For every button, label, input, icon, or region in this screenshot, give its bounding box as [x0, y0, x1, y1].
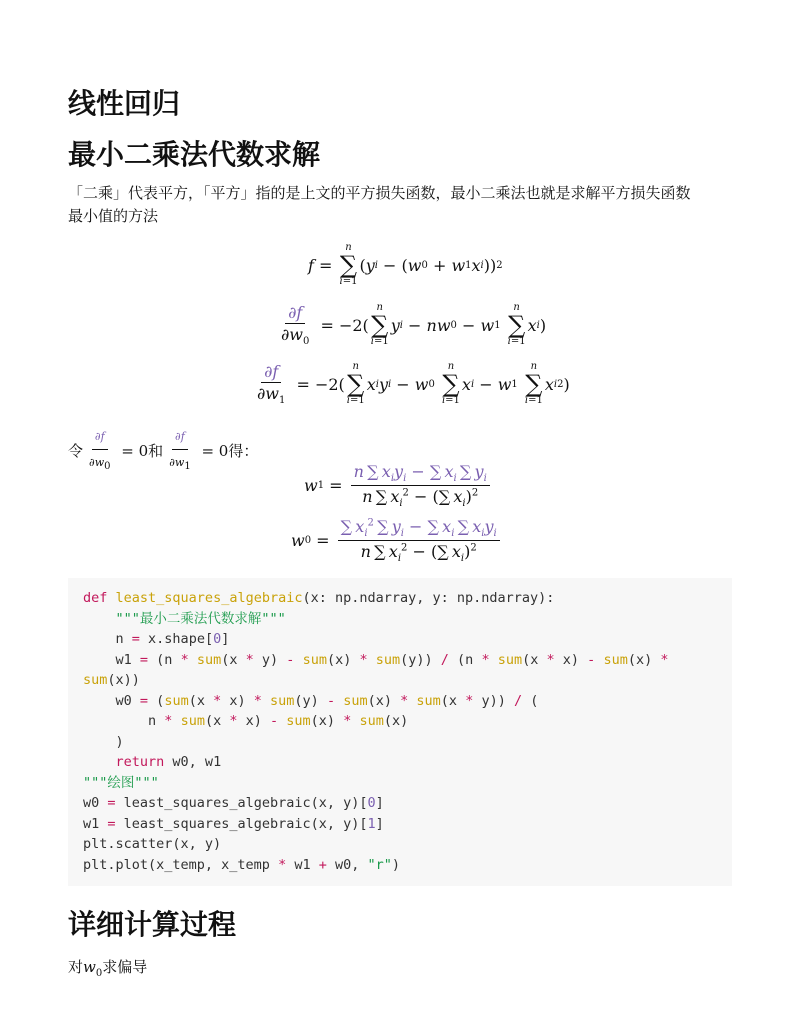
equation-partial-w1: $\frac{\partial f}{\partial w_1}$ = −2( n ∑ i=1 x i y i − w 0 n ∑ i=1 x i − w 1 n ∑ i=1 x i 2 ) [257, 361, 570, 407]
code-line: ) [83, 733, 124, 750]
code-line: w0 = (sum(x * x) * sum(y) - sum(x) * sum(x * y)) / ( [83, 692, 539, 709]
code-line: n * sum(x * x) - sum(x) * sum(x) [83, 713, 409, 729]
code-line: n = x.shape[0] [83, 631, 230, 647]
intro-line-2: 最小值的方法 [68, 207, 159, 225]
intro-line-1: 「二乘」代表平方，「平方」指的是上文的平方损失函数，最小二乘法也就是求解平方损失函数 [68, 184, 691, 202]
code-block[interactable] [68, 578, 732, 886]
code-line: w1 = (n * sum(x * y) - sum(x) * sum(y)) / (n * sum(x * x) - sum(x) * [83, 651, 669, 668]
heading-least-squares-algebraic: 最小二乘法代数求解 [68, 138, 321, 171]
code-line: sum(x)) [83, 672, 140, 688]
code-line: w0 = least_squares_algebraic(x, y)[0] [83, 795, 384, 811]
code-line: return w0, w1 [115, 754, 222, 770]
intro-paragraph [68, 182, 732, 228]
code-line: def least_squares_algebraic(x: np.ndarray, y: np.ndarray): [83, 590, 555, 606]
equation-w1-solution: w 1 = $\frac{n \sum x_iy_i - \sum x_i \sum y_i}{n \sum x_i^2 - (\sum x_i)^2}$ [304, 462, 493, 509]
code-line: plt.plot(x_temp, x_temp * w1 + w0, "r") [83, 856, 401, 873]
derivation-intro: 对$w_0$求偏导 [68, 958, 148, 979]
equation-loss: f = n ∑ i=1 ( y i − ( w 0 + w 1 x i )) 2 [308, 242, 503, 287]
condition-line: 令 $\frac{\partial f}{\partial w_0}$ = 0 和 $\frac{\partial f}{\partial w_1}$ = 0 得： [68, 425, 732, 478]
equation-w0-solution: w 0 = $\frac{\sum x_i^2 \sum y_i - \sum x_i \sum x_iy_i}{n \sum x_i^2 - (\sum x_i)^2}$ [291, 517, 503, 564]
heading-linear-regression: 线性回归 [68, 87, 181, 120]
code-line: plt.scatter(x, y) [83, 836, 222, 852]
sum-operator: n ∑ i=1 [339, 242, 358, 287]
code-line: """绘图""" [83, 774, 159, 791]
heading-detailed-calculation: 详细计算过程 [68, 908, 237, 941]
equation-partial-w0: $\frac{\partial f}{\partial w_0}$ = −2( n ∑ i=1 y i − nw 0 − w 1 n ∑ i=1 x i ) [281, 302, 547, 348]
code-line: w1 = least_squares_algebraic(x, y)[1] [83, 815, 384, 832]
code-line: """最小二乘法代数求解""" [115, 610, 286, 627]
